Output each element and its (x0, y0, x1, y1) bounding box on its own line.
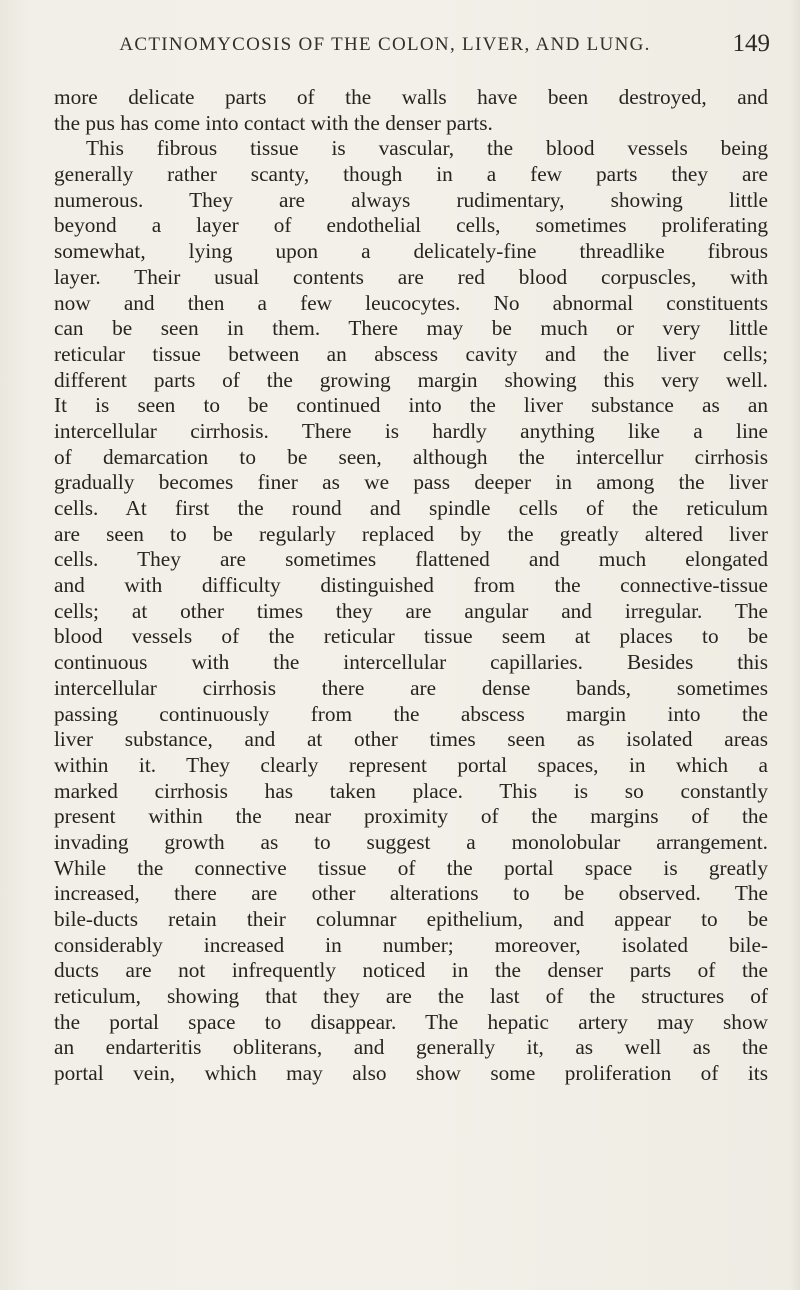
text-line: can be seen in them. There may be much or very little (54, 316, 768, 341)
text-line: of demarcation to be seen, although the intercellur cirrhosis (54, 444, 768, 469)
text-line: cells; at other times they are angular and irregular. The (54, 598, 768, 623)
text-line: are seen to be regularly replaced by the greatly altered liver (54, 521, 768, 546)
text-line: blood vessels of the reticular tissue seem at places to be (54, 624, 768, 649)
text-line: increased, there are other alterations to be observed. The (54, 881, 768, 906)
text-line: and with difficulty distinguished from the connective-tissue (54, 573, 768, 598)
text-line: beyond a layer of endothelial cells, sometimes proliferating (54, 213, 768, 238)
text-line: portal vein, which may also show some proliferation of its (54, 1061, 768, 1086)
text-line: generally rather scanty, though in a few parts they are (54, 162, 768, 187)
text-line: different parts of the growing margin showing this very well. (54, 367, 768, 392)
text-line: bile-ducts retain their columnar epithelium, and appear to be (54, 907, 768, 931)
text-line: It is seen to be continued into the liver substance as an (54, 393, 768, 418)
text-line: numerous. They are always rudimentary, showing little (54, 187, 768, 212)
text-line: cells. At first the round and spindle cells of the reticulum (54, 496, 768, 520)
text-line: gradually becomes finer as we pass deeper in among the liver (54, 470, 768, 495)
text-line: marked cirrhosis has taken place. This is so constantly (54, 778, 768, 803)
running-head: ACTINOMYCOSIS OF THE COLON, LIVER, AND LUNG. (119, 34, 651, 55)
text-line: the pus has come into contact with the denser parts. (54, 110, 493, 135)
page-number: 149 (732, 30, 770, 57)
text-line: the portal space to disappear. The hepatic artery may show (54, 1009, 768, 1034)
text-line: more delicate parts of the walls have been destroyed, and (54, 85, 768, 109)
text-line: present within the near proximity of the margins of the (54, 804, 768, 829)
text-line: reticular tissue between an abscess cavity and the liver cells; (54, 341, 768, 366)
text-line: intercellular cirrhosis. There is hardly anything like a line (54, 418, 768, 443)
text-line: intercellular cirrhosis there are dense bands, sometimes (54, 675, 768, 700)
body-text (54, 85, 768, 1087)
text-line: invading growth as to suggest a monolobular arrangement. (54, 829, 768, 854)
text-line: reticulum, showing that they are the last of the structures of (54, 984, 768, 1009)
text-line: somewhat, lying upon a delicately-fine threadlike fibrous (54, 239, 768, 264)
text-line: considerably increased in number; moreover, isolated bile- (54, 932, 768, 957)
text-line: liver substance, and at other times seen as isolated areas (54, 727, 768, 752)
text-line: ducts are not infrequently noticed in the denser parts of the (54, 958, 768, 983)
page-header (70, 30, 770, 64)
text-line: This fibrous tissue is vascular, the blood vessels being (86, 136, 768, 161)
text-line: passing continuously from the abscess margin into the (54, 701, 768, 726)
text-line: within it. They clearly represent portal spaces, in which a (54, 752, 768, 777)
text-line: While the connective tissue of the portal space is greatly (54, 855, 768, 880)
text-line: cells. They are sometimes flattened and much elongated (54, 547, 768, 572)
text-line: now and then a few leucocytes. No abnormal constituents (54, 290, 768, 315)
text-line: layer. Their usual contents are red blood corpuscles, with (54, 264, 768, 289)
text-line: an endarteritis obliterans, and generally it, as well as the (54, 1035, 768, 1060)
text-line: continuous with the intercellular capillaries. Besides this (54, 650, 768, 675)
